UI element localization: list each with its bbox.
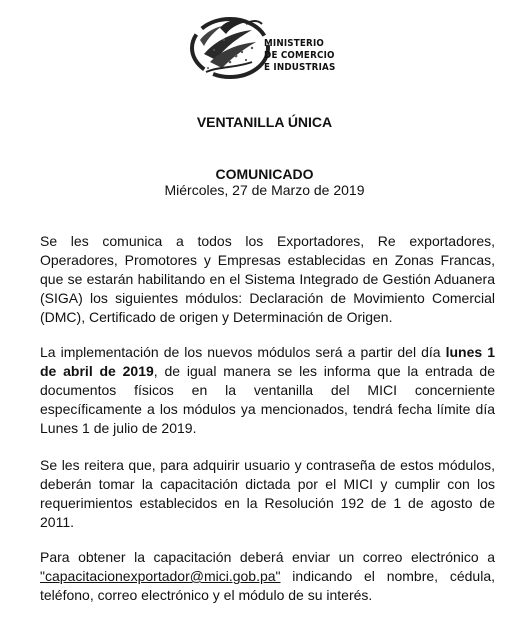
notice-date: Miércoles, 27 de Marzo de 2019: [164, 182, 365, 198]
p4-text-before: Para obtener la capacitación deberá enviar un correo electrónico a: [40, 549, 495, 565]
contact-email-link[interactable]: "capacitacionexportador@mici.gob.pa": [40, 568, 281, 584]
paragraph-training: Se les reitera que, para adquirir usuario y contraseña de estos módulos, deberán tomar la capacitación dictada por el MICI y cumplir con los requerimientos establecidos en la Resolución 192 de 1 de agosto de 2011.: [40, 457, 495, 530]
office-title: VENTANILLA ÚNICA: [196, 114, 333, 130]
ministry-logo: [186, 10, 346, 82]
logo-line-3: E INDUSTRIAS: [264, 62, 336, 73]
paragraph-implementation: [40, 343, 495, 438]
logo-line-2: DE COMERCIO: [264, 50, 335, 61]
ministry-name: [264, 38, 335, 74]
p4-text-after: indicando el nombre, cédula, teléfono, correo electrónico y el módulo de su interés.: [40, 568, 495, 603]
notice-title: COMUNICADO: [215, 166, 314, 182]
paragraph-contact: [40, 548, 495, 605]
p2-text-after: , de igual manera se les informa que la entrada de documentos físicos en la ventanilla del MICI concerniente específicamente a los módulos ya mencionados, tendrá fecha límite día Lunes 1 de julio de 2019.: [40, 363, 495, 436]
paragraph-modules: Se les comunica a todos los Exportadores, Re exportadores, Operadores, Promotores y Empresas establecidas en Zonas Francas, que se estarán habilitando en el Sistema Integrado de Gestión Aduanera (SIGA) los siguientes módulos: Declaración de Movimiento Comercial (DMC), Certificado de origen y Determinación de Origen.: [40, 233, 495, 325]
logo-line-1: MINISTERIO: [264, 38, 325, 49]
p2-text-before: La implementación de los nuevos módulos será a partir del día: [40, 344, 446, 360]
p2-start-date: lunes 1 de abril de 2019: [40, 344, 495, 379]
